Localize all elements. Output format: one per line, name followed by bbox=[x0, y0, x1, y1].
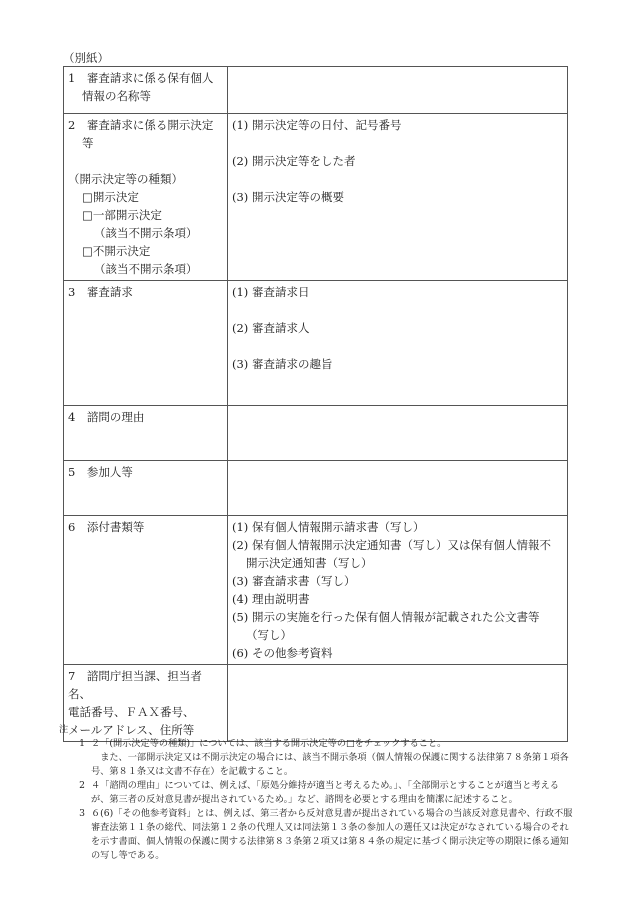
row-2-label bbox=[64, 114, 228, 281]
row-3 bbox=[64, 281, 568, 406]
kind-disclosure-checkbox[interactable]: □開示決定 bbox=[82, 190, 139, 204]
attachment-item: (1) 保有個人情報開示請求書（写し） bbox=[232, 520, 425, 534]
request-purpose-item: (3) 審査請求の趣旨 bbox=[232, 357, 333, 371]
attachment-item: (6) その他参考資料 bbox=[232, 646, 333, 660]
row-1-label bbox=[64, 67, 228, 114]
row-7-label-line: 電話番号、ＦＡＸ番号、 bbox=[68, 705, 195, 719]
notes-heading: 注 bbox=[59, 724, 69, 735]
kinds-heading: （開示決定等の種類） bbox=[68, 172, 183, 186]
note-text: ２「(開示決定等の種類)」については、該当する開示決定等の□をチェックすること。 bbox=[91, 738, 447, 749]
row-5 bbox=[64, 461, 568, 516]
attachment-item: (3) 審査請求書（写し） bbox=[232, 574, 356, 588]
row-3-label: 3 審査請求 bbox=[64, 281, 228, 406]
decision-maker-item: (2) 開示決定等をした者 bbox=[232, 154, 356, 168]
applicable-clause-label: （該当不開示条項） bbox=[94, 226, 198, 240]
row-2-value bbox=[228, 114, 568, 281]
kind-nondisclosure-checkbox[interactable]: □不開示決定 bbox=[82, 244, 151, 258]
row-2-label-line: 等 bbox=[82, 136, 94, 150]
decision-date-number-item: (1) 開示決定等の日付、記号番号 bbox=[232, 118, 402, 132]
attachment-sheet bbox=[63, 50, 568, 742]
row-4 bbox=[64, 406, 568, 461]
notes-section bbox=[59, 723, 573, 863]
consultation-form-table bbox=[63, 66, 568, 742]
note-number: 2 bbox=[79, 780, 85, 791]
row-5-value bbox=[228, 461, 568, 516]
kind-partial-disclosure-checkbox[interactable]: □一部開示決定 bbox=[82, 208, 162, 222]
row-2 bbox=[64, 114, 568, 281]
attachment-item-continued: （写し） bbox=[246, 628, 292, 642]
note-number: 1 bbox=[79, 738, 85, 749]
row-6 bbox=[64, 516, 568, 665]
note-text: ６(6)「その他参考資料」とは、例えば、第三者から反対意見書が提出されている場合の当該反対意見書や、行政不服審査法第１１条の総代、同法第１２条の代理人又は同法第１３条の参加人の選任又は決定がなされている場合のそれを示す書面、個人情報の保護に関する法律第８３条第２項又は第８４条の規定に基づく開示決定等の期限に係る通知の写し等である。 bbox=[91, 808, 573, 861]
row-2-label-line: 2 審査請求に係る開示決定 bbox=[68, 118, 214, 132]
attachment-item-continued: 開示決定通知書（写し） bbox=[246, 556, 373, 570]
note-item bbox=[63, 779, 573, 807]
row-1-label-line: 1 審査請求に係る保有個人 bbox=[68, 71, 214, 85]
attachment-item: (4) 理由説明書 bbox=[232, 592, 310, 606]
row-7-label-line: メールアドレス、住所等 bbox=[68, 723, 195, 737]
row-6-label: 6 添付書類等 bbox=[64, 516, 228, 665]
requester-item: (2) 審査請求人 bbox=[232, 321, 310, 335]
row-4-value bbox=[228, 406, 568, 461]
applicable-clause-label: （該当不開示条項） bbox=[94, 262, 198, 276]
note-text: また、一部開示決定又は不開示決定の場合には、該当不開示条項（個人情報の保護に関する法律第７８条第１項各号、第８１条又は文書不存在）を記載すること。 bbox=[91, 752, 569, 777]
attachment-item: (2) 保有個人情報開示決定通知書（写し）又は保有個人情報不 bbox=[232, 538, 551, 552]
row-1 bbox=[64, 67, 568, 114]
row-6-value bbox=[228, 516, 568, 665]
row-1-label-line: 情報の名称等 bbox=[82, 89, 151, 103]
row-3-value bbox=[228, 281, 568, 406]
attachment-label: （別紙） bbox=[63, 51, 109, 65]
request-date-item: (1) 審査請求日 bbox=[232, 285, 310, 299]
decision-summary-item: (3) 開示決定等の概要 bbox=[232, 190, 344, 204]
row-4-label: 4 諮問の理由 bbox=[64, 406, 228, 461]
row-1-value bbox=[228, 67, 568, 114]
note-text: ４「諮問の理由」については、例えば、「原処分維持が適当と考えるため。」、「全部開示とすることが適当と考えるが、第三者の反対意見書が提出されているため。」など、諮問を必要とする理由を簡潔に記述すること。 bbox=[91, 780, 559, 805]
note-number: 3 bbox=[79, 808, 85, 819]
row-5-label: 5 参加人等 bbox=[64, 461, 228, 516]
row-7-label-line: 7 諮問庁担当課、担当者名、 bbox=[68, 669, 202, 701]
note-item bbox=[63, 807, 573, 863]
attachment-item: (5) 開示の実施を行った保有個人情報が記載された公文書等 bbox=[232, 610, 540, 624]
note-item bbox=[63, 737, 573, 779]
